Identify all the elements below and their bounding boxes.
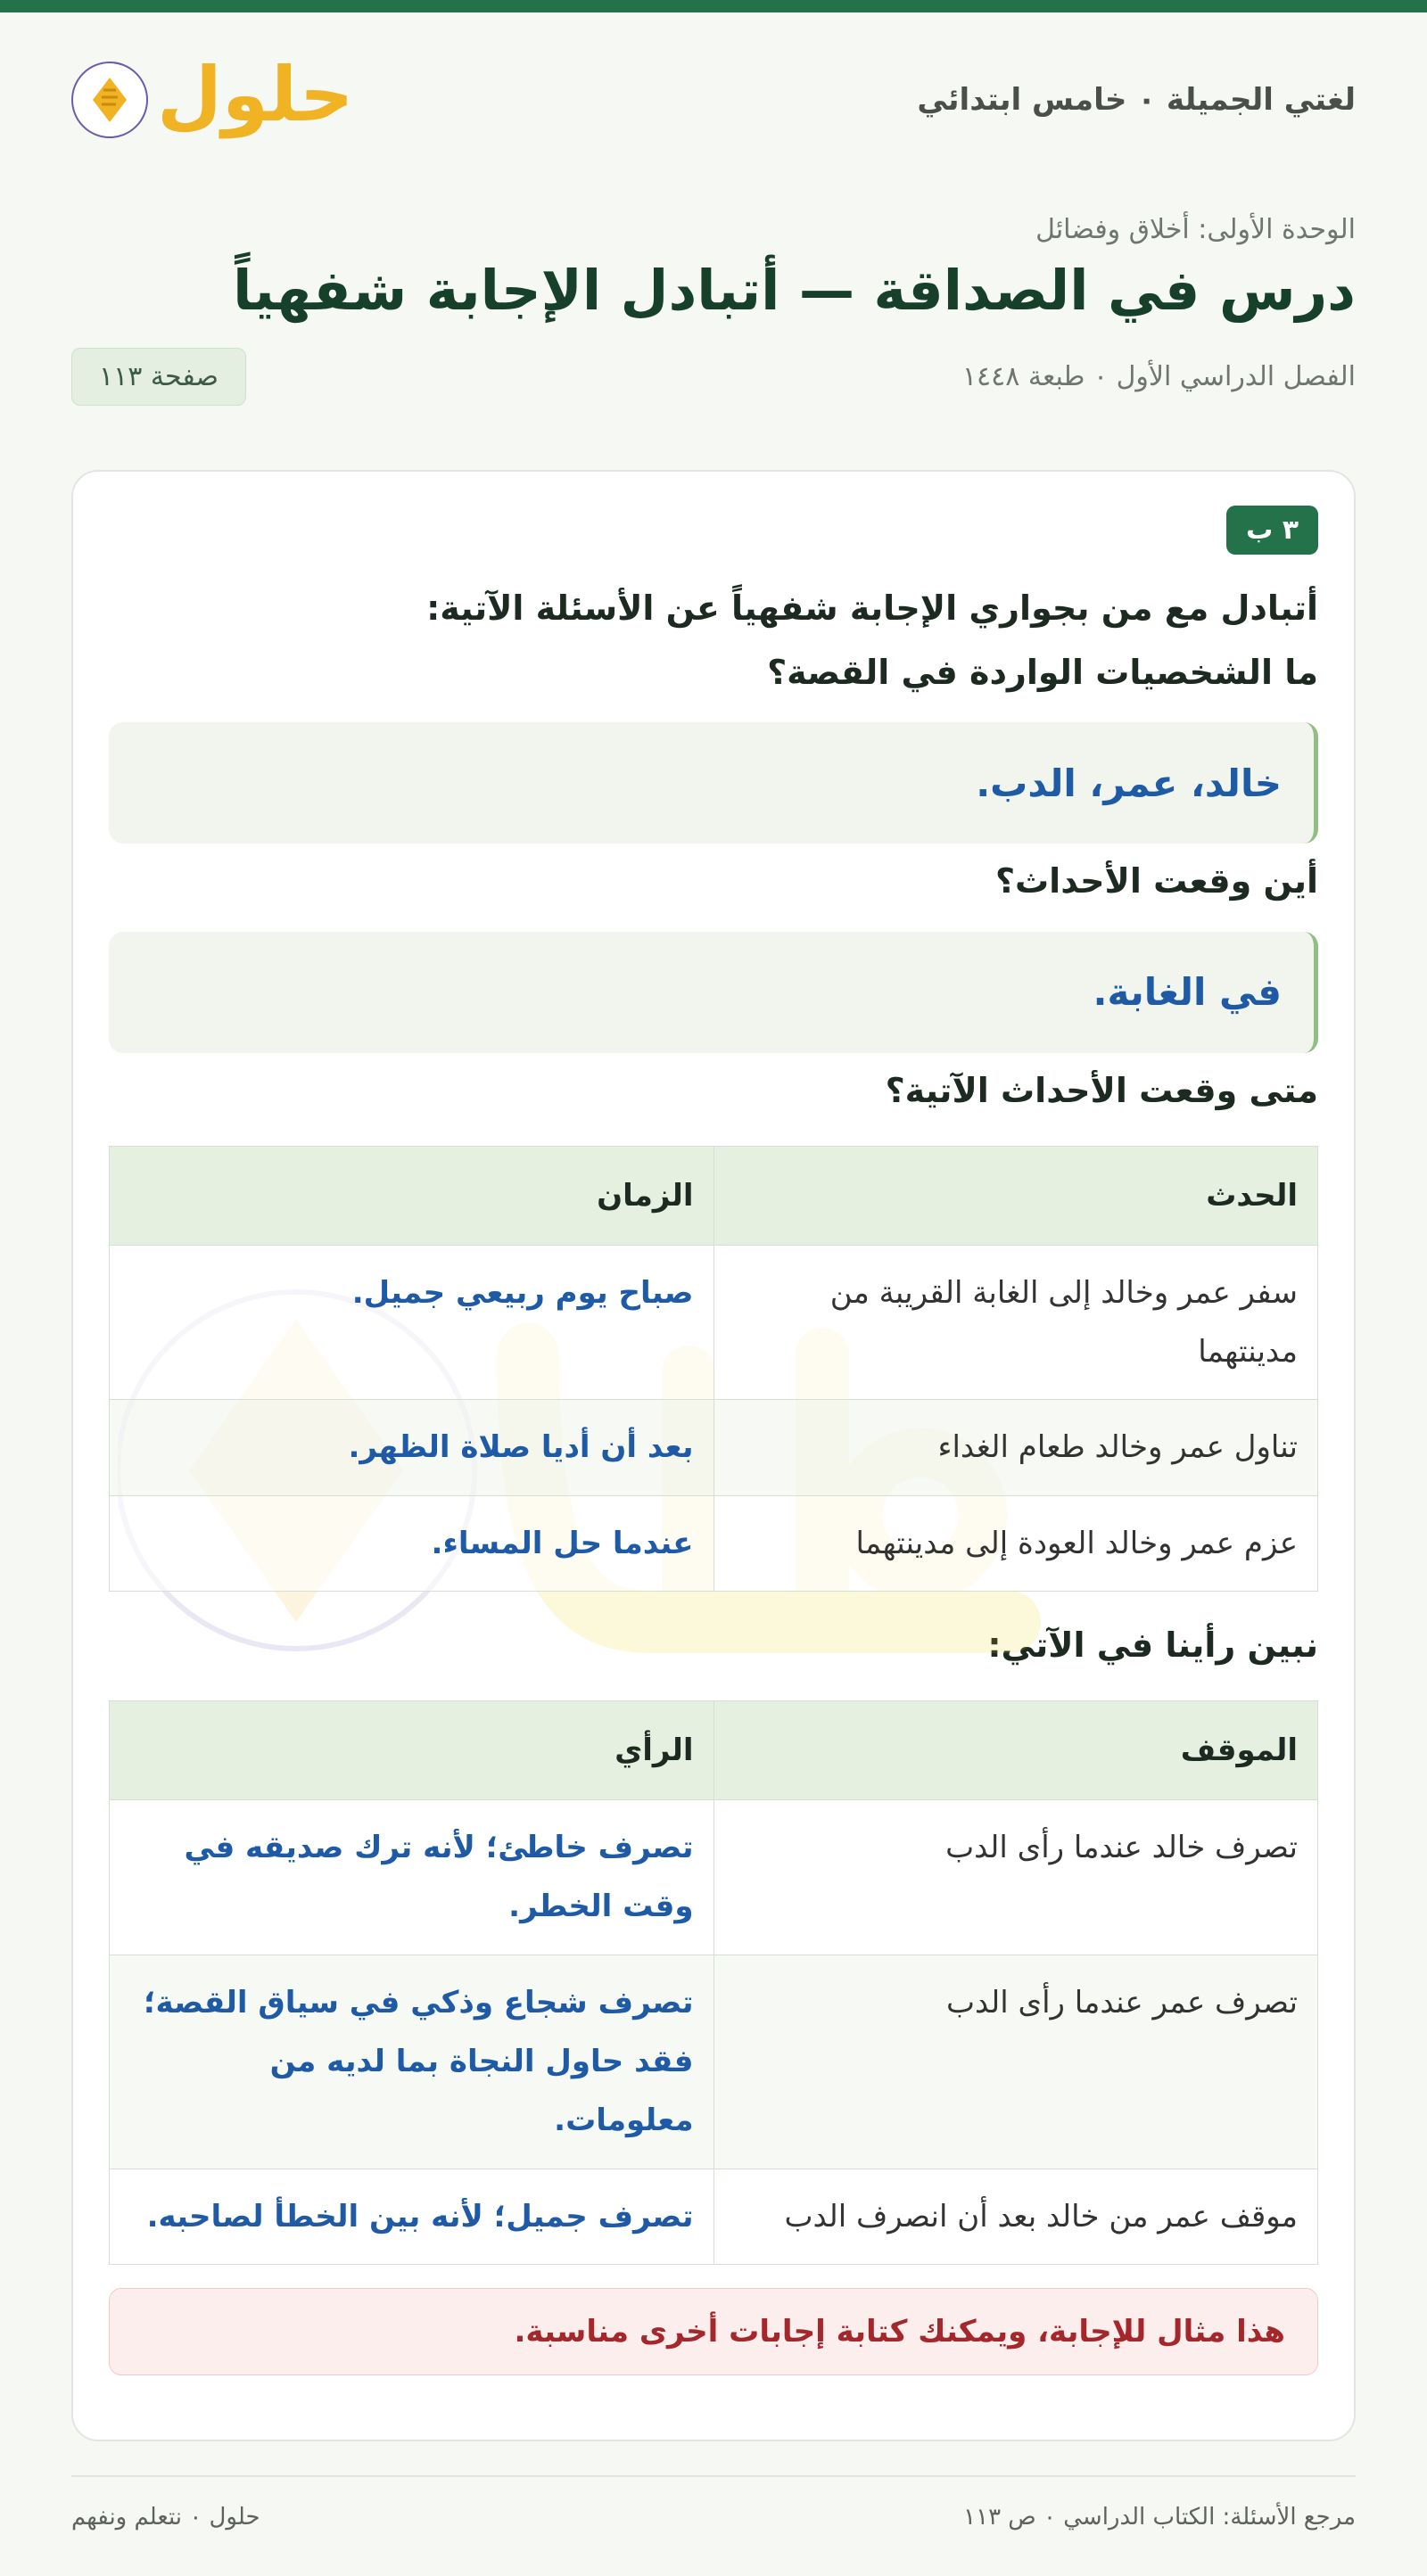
answer-cell: عندما حل المساء.	[110, 1495, 714, 1591]
question-instruction: أتبادل مع من بجواري الإجابة شفهياً عن الأسئلة الآتية:	[426, 588, 1318, 628]
top-accent-bar	[0, 0, 1427, 12]
answer-cell: صباح يوم ربيعي جميل.	[110, 1245, 714, 1400]
table-header-opinion: الرأي	[110, 1701, 714, 1800]
question-opinion: نبين رأينا في الآتي:	[987, 1625, 1318, 1665]
answer-place: في الغابة.	[109, 932, 1318, 1053]
answer-characters: خالد، عمر، الدب.	[109, 722, 1318, 844]
term-edition-text: الفصل الدراسي الأول ٠ طبعة ١٤٤٨	[961, 361, 1356, 392]
series-title: لغتي الجميلة ٠ خامس ابتدائي	[917, 82, 1356, 118]
question-number-badge: ٣ ب	[1226, 506, 1318, 555]
page-number-badge: صفحة ١١٣	[71, 348, 246, 406]
opinion-cell: تصرف شجاع وذكي في سياق القصة؛ فقد حاول النجاة بما لديه من معلومات.	[110, 1955, 714, 2169]
table-row	[110, 1800, 1318, 1955]
table-header-situation: الموقف	[714, 1701, 1318, 1800]
table-row	[110, 1955, 1318, 2169]
unit-label: الوحدة الأولى: أخلاق وفضائل	[1035, 214, 1356, 245]
page-header	[0, 12, 1427, 137]
question-characters: ما الشخصيات الواردة في القصة؟	[767, 653, 1318, 693]
answer-cell: بعد أن أديا صلاة الظهر.	[110, 1400, 714, 1495]
opinion-cell: تصرف خاطئ؛ لأنه ترك صديقه في وقت الخطر.	[110, 1800, 714, 1955]
footer-source: مرجع الأسئلة: الكتاب الدراسي ٠ ص ١١٣	[963, 2504, 1356, 2531]
table-row	[110, 1400, 1318, 1495]
logo-wordmark: حلول	[157, 51, 354, 138]
opinion-cell: تصرف جميل؛ لأنه بين الخطأ لصاحبه.	[110, 2169, 714, 2264]
situation-cell: تصرف عمر عندما رأى الدب	[714, 1955, 1318, 2169]
time-table	[109, 1146, 1318, 1592]
answer-note: هذا مثال للإجابة، ويمكنك كتابة إجابات أخرى مناسبة.	[109, 2288, 1318, 2375]
situation-cell: موقف عمر من خالد بعد أن انصرف الدب	[714, 2169, 1318, 2264]
question-time: متى وقعت الأحداث الآتية؟	[885, 1070, 1318, 1110]
event-cell: تناول عمر وخالد طعام الغداء	[714, 1400, 1318, 1495]
book-emblem-icon	[71, 62, 148, 138]
lesson-title: درس في الصداقة — أتبادل الإجابة شفهياً	[233, 258, 1356, 323]
table-row	[110, 2169, 1318, 2264]
event-cell: عزم عمر وخالد العودة إلى مدينتهما	[714, 1495, 1318, 1591]
opinion-table	[109, 1700, 1318, 2265]
table-header-event: الحدث	[714, 1146, 1318, 1245]
site-logo[interactable]	[71, 51, 354, 138]
table-header-time: الزمان	[110, 1146, 714, 1245]
table-row	[110, 1495, 1318, 1591]
event-cell: سفر عمر وخالد إلى الغابة القريبة من مدينتهما	[714, 1245, 1318, 1400]
table-row	[110, 1245, 1318, 1400]
page-footer	[71, 2475, 1356, 2531]
question-place: أين وقعت الأحداث؟	[994, 861, 1318, 901]
question-card	[71, 470, 1356, 2441]
lesson-meta-row	[0, 323, 1427, 406]
situation-cell: تصرف خالد عندما رأى الدب	[714, 1800, 1318, 1955]
footer-brand[interactable]: حلول ٠ نتعلم ونفهم	[71, 2504, 260, 2531]
